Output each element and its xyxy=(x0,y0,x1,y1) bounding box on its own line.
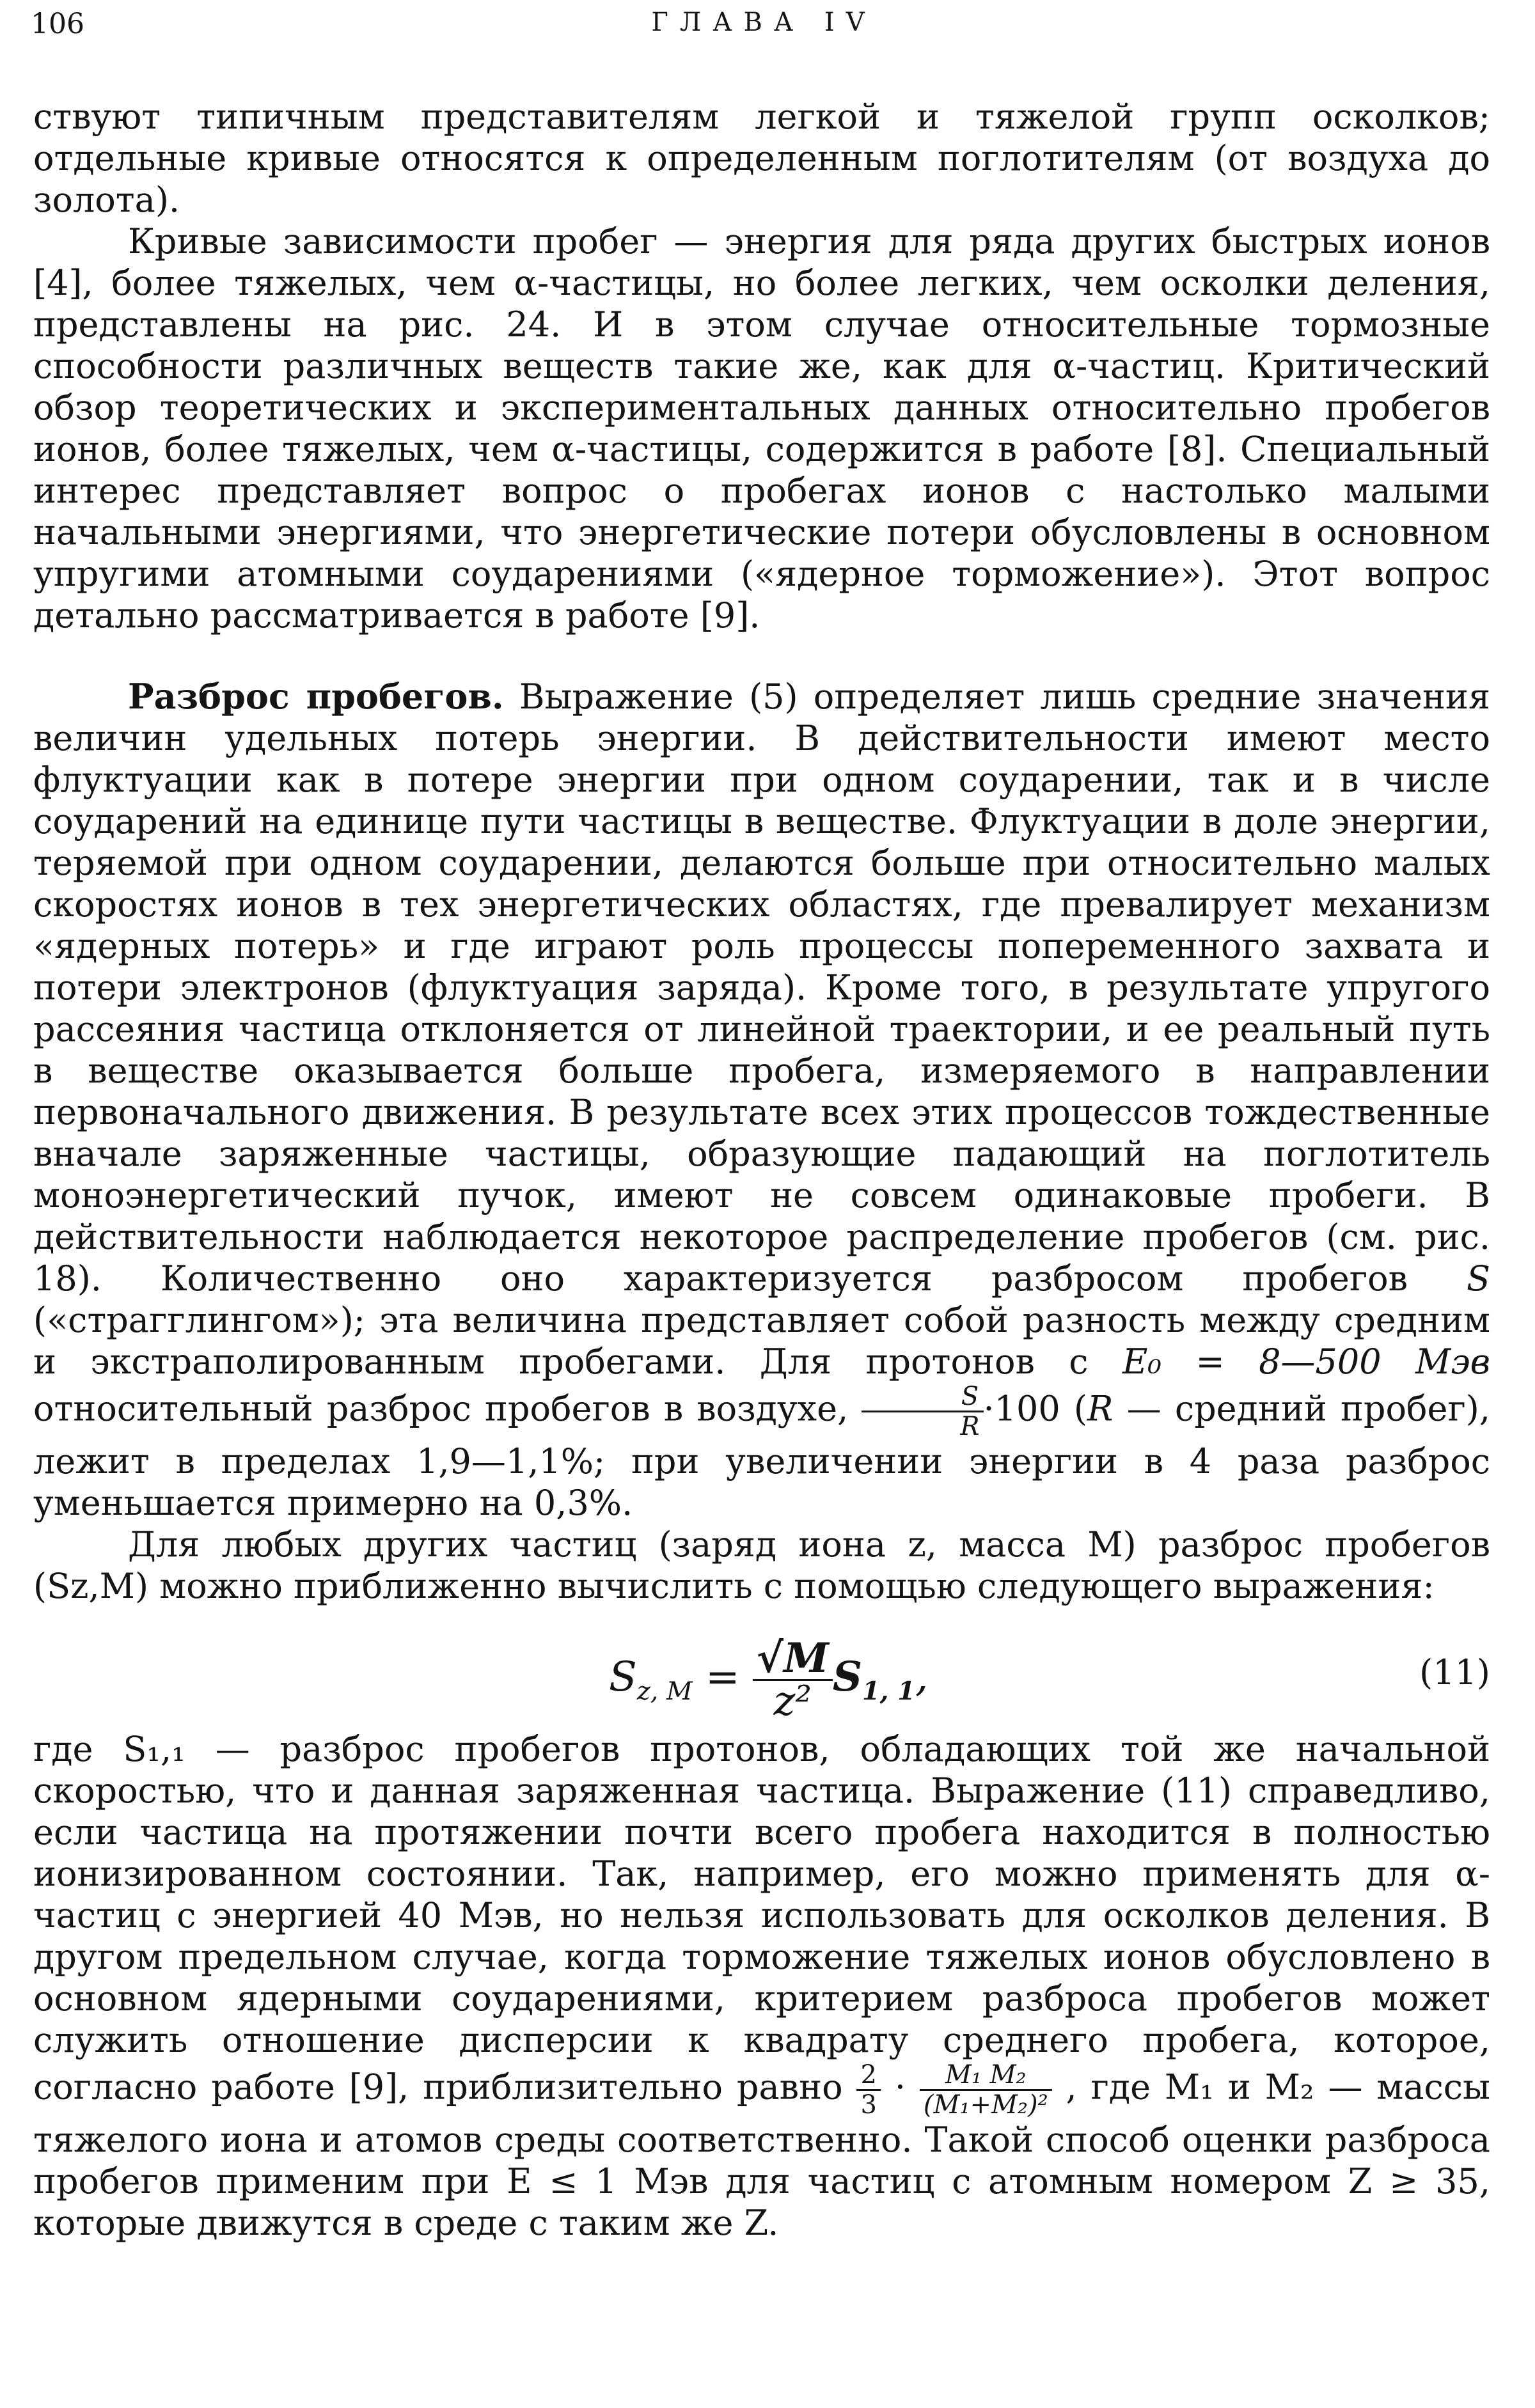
formula-lhs: S xyxy=(609,1654,637,1701)
formula-11 xyxy=(33,1620,1490,1728)
fraction-denominator: 3 xyxy=(860,2090,877,2120)
running-title: ГЛАВА IV xyxy=(651,8,876,37)
text-run: относительный разброс пробегов в воздухе, xyxy=(33,1388,862,1429)
fraction-numerator: 2 xyxy=(856,2061,880,2091)
paragraph-formula-explanation xyxy=(33,1728,1490,2244)
fraction-mass-ratio xyxy=(920,2061,1052,2119)
fraction-s-over-r xyxy=(862,1382,983,1441)
formula-number: (11) xyxy=(1419,1652,1490,1693)
page-number: 106 xyxy=(31,8,84,40)
formula-equals: = xyxy=(692,1654,753,1701)
formula-lhs-subscript: z, M xyxy=(636,1676,693,1706)
symbol-S: S xyxy=(1467,1258,1490,1299)
symbol-R: R xyxy=(1087,1388,1114,1429)
formula-rhs: S xyxy=(832,1653,863,1701)
text-run: Выражение (5) определяет лишь средние значения величин удельных потерь энергии. В действительности имеют место флуктуации как в потере энергии при одном соударении, так и в числе соударений на единице пути частицы в веществе. Флуктуации в доле энергии, теряемой при одном соударении, делаются больше при относительно малых скоростях ионов в тех энергетических областях, где превалирует механизм «ядерных потерь» и где играют роль процессы попеременного захвата и потери электронов (флуктуация заряда). Кроме того, в результате упругого рассеяния частица отклоняется от линейной траектории, и ее реальный путь в веществе оказывается больше пробега, измеряемого в направлении первоначального движения. В результате всех этих процессов тождественные вначале заряженные частицы, образующие падающий на поглотитель моноэнергетический пучок, имеют не совсем одинаковые пробеги. В действительности наблюдается некоторое распределение пробегов (см. рис. 18). Количественно оно характеризуется разбросом пробегов xyxy=(33,676,1490,1299)
formula-denominator: z² xyxy=(773,1678,812,1725)
text-run: ·100 ( xyxy=(983,1388,1087,1429)
page-header xyxy=(31,8,1497,46)
paragraph-ranges-heavy-ions: Кривые зависимости пробег — энергия для ряда других быстрых ионов [4], более тяжелых, чем α-частицы, но более легких, чем осколки деления, представлены на рис. 24. И в этом случае относительные тормозные способности различных веществ такие же, как для α-частиц. Критический обзор теоретических и экспериментальных данных относительно пробегов ионов, более тяжелых, чем α-частицы, содержится в работе [8]. Специальный интерес представляет вопрос о пробегах ионов с настолько малыми начальными энергиями, что энергетические потери обусловлены в основном упругими атомными соударениями («ядерное торможение»). Этот вопрос детально рассматривается в работе [9]. xyxy=(33,221,1490,636)
text-run: · xyxy=(880,2067,920,2107)
fraction-denominator: (M₁+M₂)² xyxy=(923,2090,1048,2120)
formula-expression xyxy=(609,1634,929,1725)
formula-rhs-subscript: 1, 1 xyxy=(862,1676,915,1706)
paragraph-range-straggling xyxy=(33,676,1490,1524)
section-heading: Разброс пробегов. xyxy=(128,676,504,717)
fraction-denominator: R xyxy=(960,1412,980,1441)
paragraph-continuation: ствуют типичным представителям легкой и тяжелой групп осколков; отдельные кривые относятся к определенным поглотителям (от воздуха до золота). xyxy=(33,97,1490,220)
page-body xyxy=(33,96,1490,2244)
fraction-two-thirds xyxy=(856,2061,880,2119)
text-run: — средний пробег), лежит в пределах 1,9—1,1%; при увеличении энергии в 4 раза разброс уменьшается примерно на 0,3%. xyxy=(33,1388,1491,1523)
formula-fraction xyxy=(753,1634,833,1725)
paragraph-other-particles: Для любых других частиц (заряд иона z, масса M) разброс пробегов (Sz,M) можно приближенно вычислить с помощью следующего выражения: xyxy=(33,1524,1490,1606)
fraction-numerator: S xyxy=(862,1382,983,1412)
formula-numerator: √M xyxy=(753,1638,833,1681)
formula-comma: , xyxy=(915,1654,929,1701)
fraction-numerator: M₁ M₂ xyxy=(920,2061,1052,2091)
text-run: где S₁,₁ — разброс пробегов протонов, обладающих той же начальной скоростью, что и данная заряженная частица. Выражение (11) справедливо, если частица на протяжении почти всего пробега находится в полностью ионизированном состоянии. Так, например, его можно применять для α-частиц с энергией 40 Мэв, но нельзя использовать для осколков деления. В другом предельном случае, когда торможение тяжелых ионов обусловлено в основном ядерными соударениями, критерием разброса пробегов может служить отношение дисперсии к квадрату среднего пробега, которое, согласно работе [9], приблизительно равно xyxy=(33,1729,1490,2107)
text-run: , где M₁ и M₂ — массы тяжелого иона и атомов среды соответственно. Такой способ оценки разброса пробегов применим при E ≤ 1 Мэв для частиц с атомным номером Z ≥ 35, которые движутся в среде с таким же Z. xyxy=(33,2067,1490,2243)
text-run: («страгглингом»); эта величина представляет собой разность между средним и экстраполированным пробегами. Для протонов с xyxy=(33,1300,1490,1382)
energy-range: E₀ = 8—500 Мэв xyxy=(1122,1341,1491,1382)
